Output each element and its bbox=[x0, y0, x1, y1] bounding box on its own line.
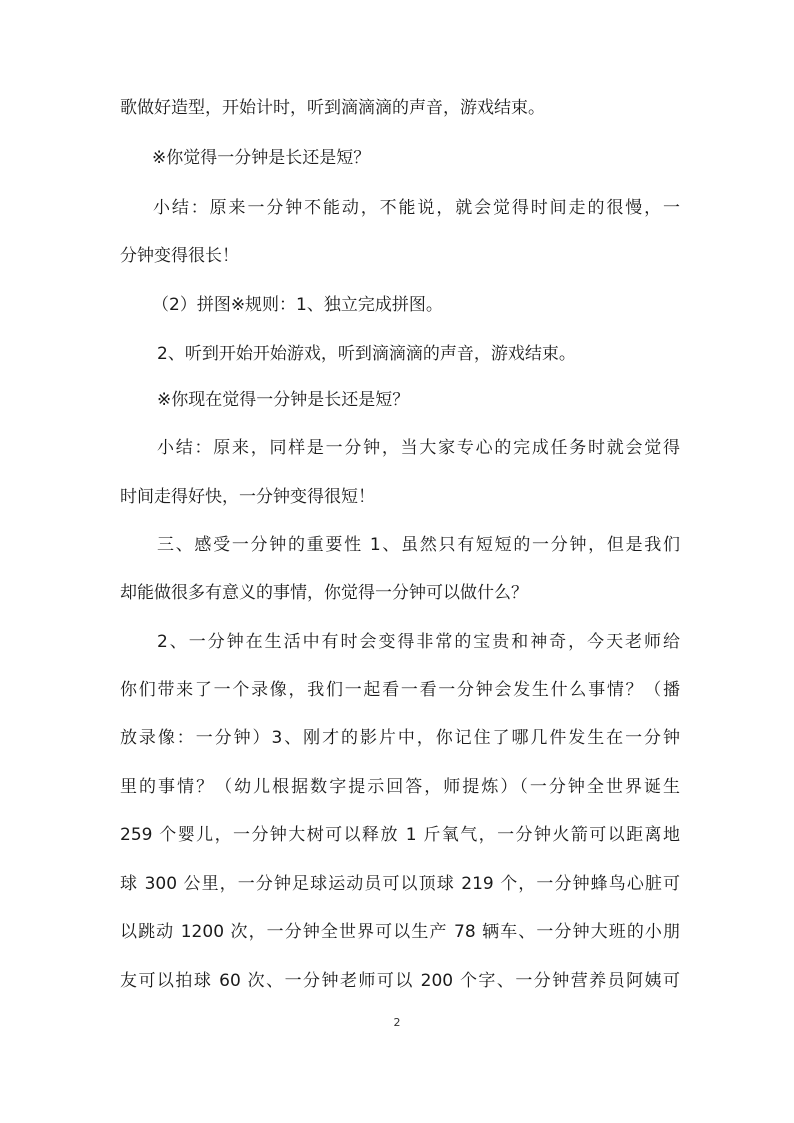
text-line-3: 小结：原来一分钟不能动，不能说，就会觉得时间走的很慢，一 bbox=[153, 198, 680, 218]
text-line-13: 你们带来了一个录像，我们一起看一看一分钟会发生什么事情？（播 bbox=[120, 680, 680, 700]
text-line-8: 小结：原来，同样是一分钟，当大家专心的完成任务时就会觉得 bbox=[157, 438, 680, 458]
text-line-2: ※你觉得一分钟是长还是短？ bbox=[152, 148, 371, 168]
text-line-18: 以跳动 1200 次，一分钟全世界可以生产 78 辆车、一分钟大班的小朋 bbox=[120, 922, 680, 942]
text-line-19: 友可以拍球 60 次、一分钟老师可以 200 个字、一分钟营养员阿姨可 bbox=[120, 971, 680, 991]
text-line-5: （2）拼图※规则：1、独立完成拼图。 bbox=[152, 295, 443, 315]
text-line-7: ※你现在觉得一分钟是长还是短？ bbox=[157, 390, 410, 410]
text-line-4: 分钟变得很长！ bbox=[120, 246, 239, 266]
text-line-6: 2、听到开始开始游戏，听到滴滴滴的声音，游戏结束。 bbox=[157, 344, 576, 364]
text-line-9: 时间走得好快，一分钟变得很短！ bbox=[120, 487, 375, 507]
text-line-15: 里的事情？（幼儿根据数字提示回答，师提炼）（一分钟全世界诞生 bbox=[120, 777, 680, 797]
text-line-14: 放录像：一分钟）3、刚才的影片中，你记住了哪几件发生在一分钟 bbox=[120, 728, 680, 748]
text-line-12: 2、一分钟在生活中有时会变得非常的宝贵和神奇，今天老师给 bbox=[157, 632, 680, 652]
page-number: 2 bbox=[393, 1016, 401, 1029]
text-line-1: 歌做好造型，开始计时，听到滴滴滴的声音，游戏结束。 bbox=[120, 98, 545, 118]
text-line-17: 球 300 公里，一分钟足球运动员可以顶球 219 个，一分钟蜂鸟心脏可 bbox=[120, 874, 680, 894]
text-line-16: 259 个婴儿，一分钟大树可以释放 1 斤氧气，一分钟火箭可以距离地 bbox=[120, 825, 680, 845]
text-line-10: 三、感受一分钟的重要性 1、虽然只有短短的一分钟，但是我们 bbox=[157, 535, 680, 555]
text-line-11: 却能做很多有意义的事情，你觉得一分钟可以做什么？ bbox=[120, 583, 528, 603]
